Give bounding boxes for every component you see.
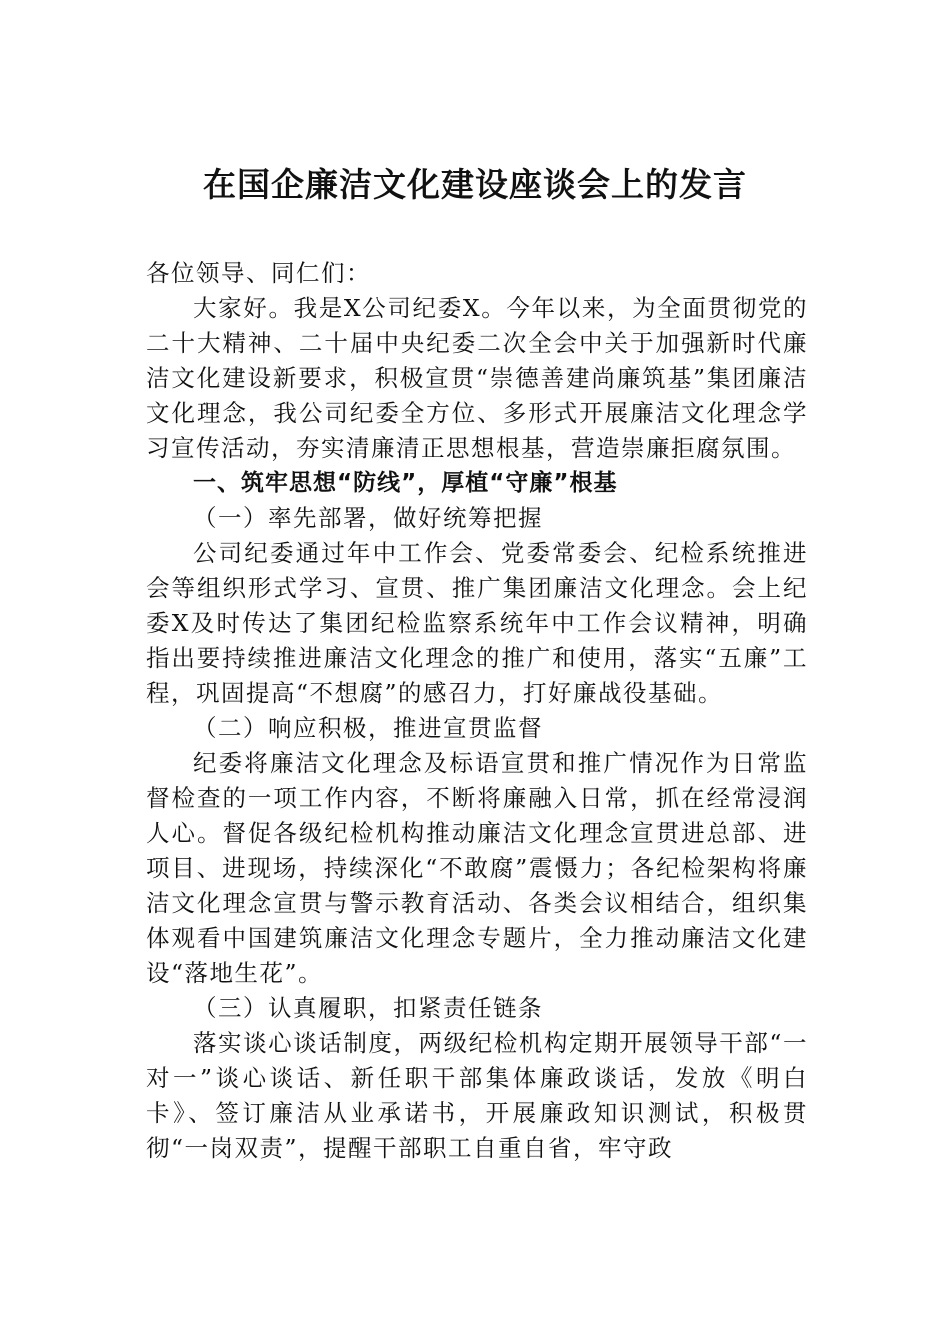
intro-paragraph: 大家好。我是X公司纪委X。今年以来，为全面贯彻党的二十大精神、二十届中央纪委二次全会中关于加强新时代廉洁文化建设新要求，积极宣贯“崇德善建尚廉筑基”集团廉洁文化理念，我公司纪委全方位、多形式开展廉洁文化理念学习宣传活动，夯实清廉清正思想根基，营造崇廉拒腐氛围。: [146, 294, 808, 462]
subsection-heading-2: （二）响应积极，推进宣贯监督: [193, 714, 543, 742]
section-heading-1: 一、筑牢思想“防线”，厚植“守廉”根基: [193, 470, 618, 496]
subsection-heading-1: （一）率先部署，做好统筹把握: [193, 504, 543, 532]
subsection-heading-3: （三）认真履职，扣紧责任链条: [193, 994, 543, 1022]
greeting-paragraph: 各位领导、同仁们：: [146, 259, 371, 287]
document-title: 在国企廉洁文化建设座谈会上的发言: [203, 165, 747, 204]
subsection-paragraph-2: 纪委将廉洁文化理念及标语宣贯和推广情况作为日常监督检查的一项工作内容，不断将廉融入日常，抓在经常浸润人心。督促各级纪检机构推动廉洁文化理念宣贯进总部、进项目、进现场，持续深化“不敢腐”震慑力；各纪检架构将廉洁文化理念宣贯与警示教育活动、各类会议相结合，组织集体观看中国建筑廉洁文化理念专题片，全力推动廉洁文化建设“落地生花”。: [146, 749, 808, 987]
subsection-paragraph-3: 落实谈心谈话制度，两级纪检机构定期开展领导干部“一对一”谈心谈话、新任职干部集体廉政谈话，发放《明白卡》、签订廉洁从业承诺书，开展廉政知识测试，积极贯彻“一岗双责”，提醒干部职工自重自省，牢守政: [146, 1029, 808, 1162]
subsection-paragraph-1: 公司纪委通过年中工作会、党委常委会、纪检系统推进会等组织形式学习、宣贯、推广集团廉洁文化理念。会上纪委X及时传达了集团纪检监察系统年中工作会议精神，明确指出要持续推进廉洁文化理念的推广和使用，落实“五廉”工程，巩固提高“不想腐”的感召力，打好廉战役基础。: [146, 539, 808, 707]
document-body: [146, 256, 808, 1166]
